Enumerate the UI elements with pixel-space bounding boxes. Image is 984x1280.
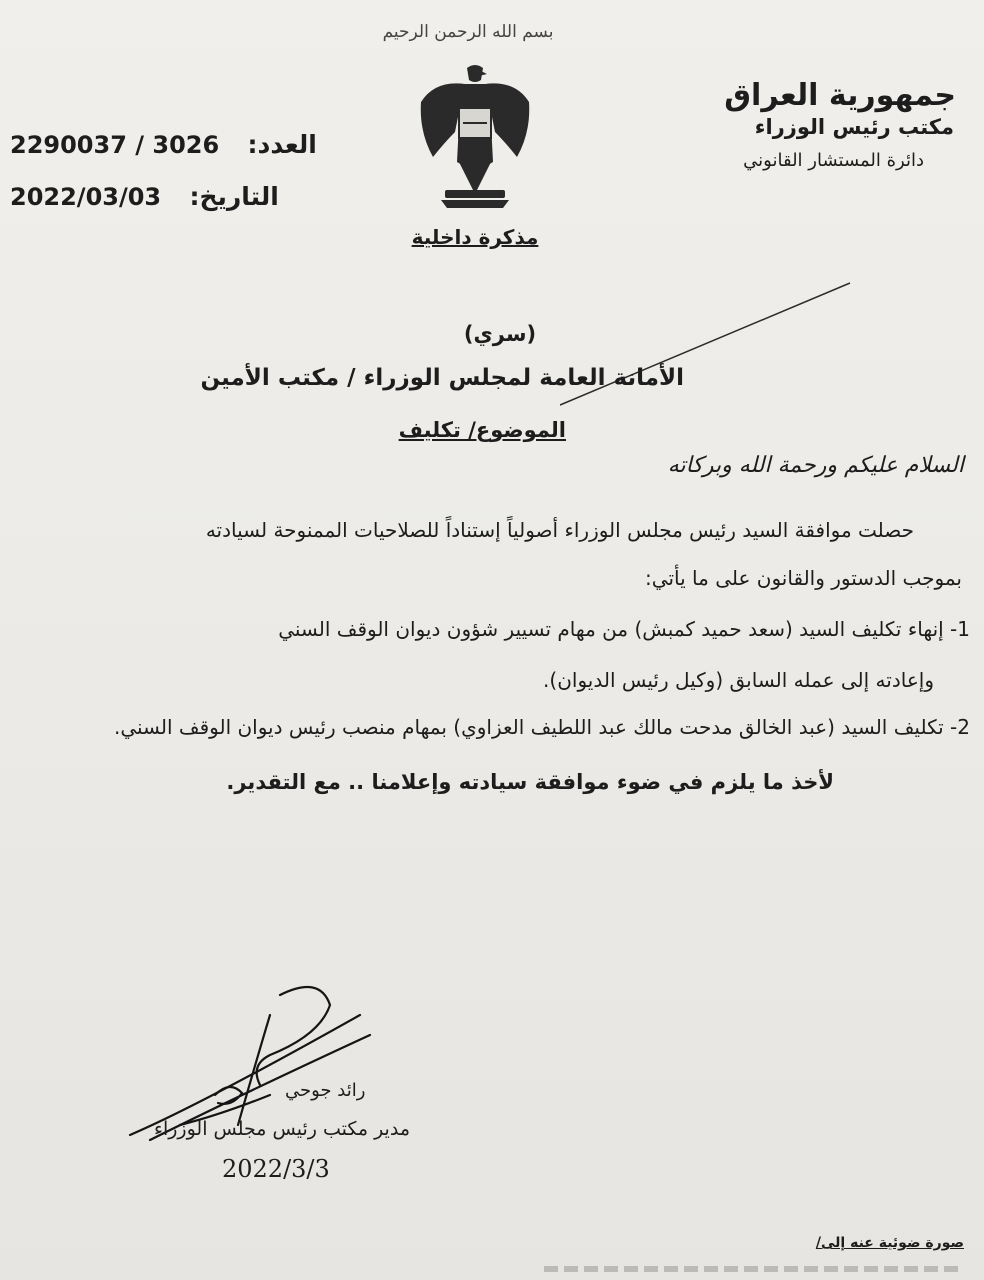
intro-paragraph-line-2: بموجب الدستور والقانون على ما يأتي: <box>645 566 962 590</box>
greeting-line: السلام عليكم ورحمة الله وبركاته <box>667 453 964 478</box>
basmala-header: بسم الله الرحمن الرحيم <box>382 22 554 42</box>
eagle-emblem-icon <box>415 62 535 212</box>
subject-line: الموضوع/ تكليف <box>398 418 566 442</box>
department-heading: دائرة المستشار القانوني <box>743 150 924 171</box>
item-1-line-1: 1- إنهاء تكليف السيد (سعد حميد كمبش) من مهام تسيير شؤون ديوان الوقف السني <box>278 617 970 641</box>
signer-name: رائد جوحي <box>285 1080 366 1101</box>
pen-stroke-mark <box>560 275 860 415</box>
copy-to-divider <box>544 1266 964 1272</box>
reference-number-value: 2290037 / 3026 <box>10 131 220 159</box>
addressee-line: الأمانة العامة لمجلس الوزراء / مكتب الأمين <box>200 365 684 391</box>
reference-date-label: التاريخ: <box>189 182 279 211</box>
republic-heading: جمهورية العراق <box>724 78 956 113</box>
reference-date-row <box>10 182 279 211</box>
closing-line: لأخذ ما يلزم في ضوء موافقة سيادته وإعلامنا .. مع التقدير. <box>226 770 834 794</box>
classification-label: (سري) <box>463 322 537 346</box>
item-2-line-1: 2- تكليف السيد (عبد الخالق مدحت مالك عبد اللطيف العزاوي) بمهام منصب رئيس ديوان الوقف السني. <box>113 715 970 739</box>
copy-to-label: صورة ضوئية عنه إلى/ <box>815 1235 964 1251</box>
office-heading: مكتب رئيس الوزراء <box>754 115 954 139</box>
reference-number-row <box>10 130 317 159</box>
signer-title: مدير مكتب رئيس مجلس الوزراء <box>154 1118 410 1140</box>
memo-type-label: مذكرة داخلية <box>411 225 539 249</box>
reference-date-value: 2022/03/03 <box>10 183 162 211</box>
reference-number-label: العدد: <box>247 130 317 159</box>
intro-paragraph-line-1: حصلت موافقة السيد رئيس مجلس الوزراء أصولياً إستناداً للصلاحيات الممنوحة لسيادته <box>205 518 914 542</box>
signature-date: 2022/3/3 <box>222 1155 330 1183</box>
item-1-line-2: وإعادته إلى عمله السابق (وكيل رئيس الديوان). <box>543 668 934 692</box>
